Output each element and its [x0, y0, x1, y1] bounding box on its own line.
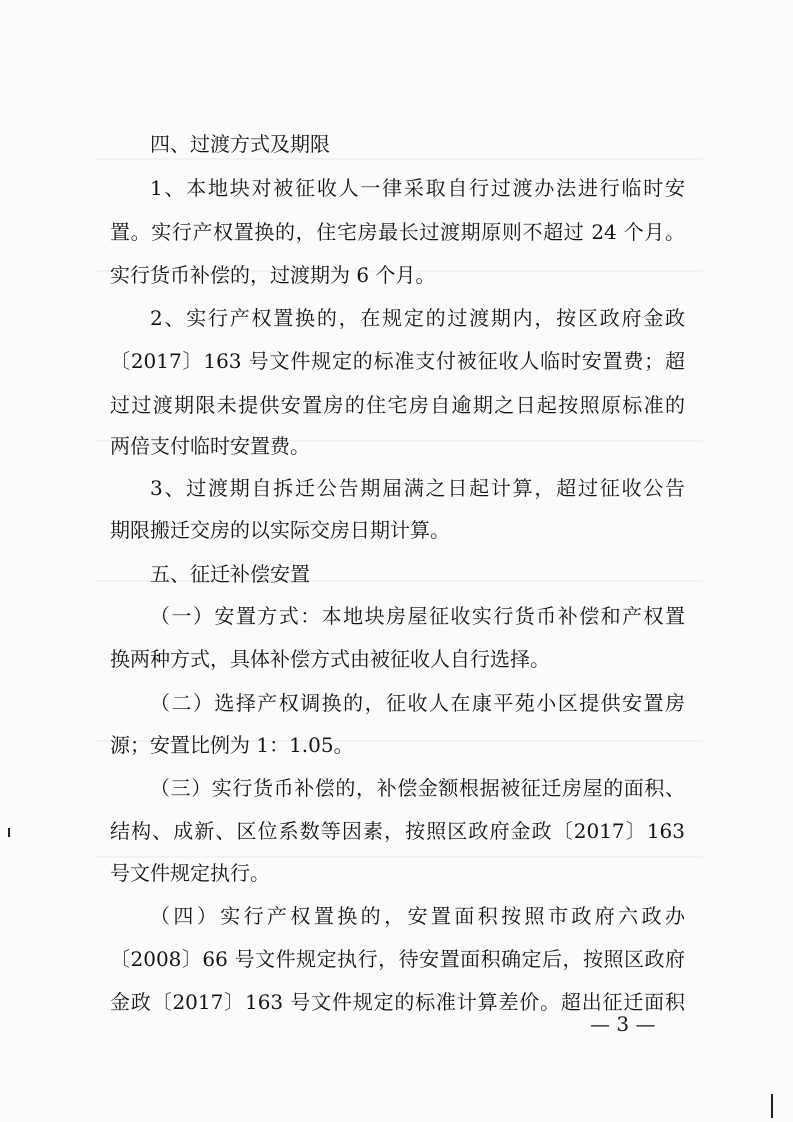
paragraph-line: 置。实行产权置换的，住宅房最长过渡期原则不超过 24 个月。 — [110, 220, 685, 244]
paragraph-line: 1、本地块对被征收人一律采取自行过渡办法进行临时安 — [150, 176, 685, 200]
bleed-through-line — [95, 856, 703, 858]
paragraph-line: 换两种方式，具体补偿方式由被征收人自行选择。 — [110, 647, 550, 671]
paragraph-line: 金政〔2017〕163 号文件规定的标准计算差价。超出征迁面积 — [110, 990, 685, 1014]
paragraph-line: 3、过渡期自拆迁公告期届满之日起计算，超过征收公告 — [150, 476, 685, 500]
bleed-through-line — [95, 158, 703, 160]
paragraph-line: 号文件规定执行。 — [110, 861, 270, 885]
paragraph-line: 源；安置比例为 1：1.05。 — [110, 733, 354, 757]
paragraph-line: 实行货币补偿的，过渡期为 6 个月。 — [110, 263, 436, 287]
paragraph-line: （三）实行货币补偿的，补偿金额根据被征迁房屋的面积、 — [150, 776, 685, 800]
paragraph-line: 期限搬迁交房的以实际交房日期计算。 — [110, 518, 450, 542]
page-number: — 3 — — [590, 1012, 656, 1036]
paragraph-line: （一）安置方式：本地块房屋征收实行货币补偿和产权置 — [150, 604, 685, 628]
paragraph-line: 〔2017〕163 号文件规定的标准支付被征收人临时安置费；超 — [110, 349, 685, 373]
paragraph-line: （四）实行产权置换的，安置面积按照市政府六政办 — [150, 904, 685, 928]
paragraph-line: 过过渡期限未提供安置房的住宅房自逾期之日起按照原标准的 — [110, 393, 685, 417]
section-heading: 五、征迁补偿安置 — [150, 562, 310, 586]
paragraph-line: 两倍支付临时安置费。 — [110, 434, 310, 458]
scan-mark — [771, 1094, 773, 1118]
paragraph-line: 2、实行产权置换的，在规定的过渡期内，按区政府金政 — [150, 306, 685, 330]
paragraph-line: 〔2008〕66 号文件规定执行，待安置面积确定后，按照区政府 — [110, 947, 685, 971]
paragraph-line: 结构、成新、区位系数等因素，按照区政府金政〔2017〕163 — [110, 819, 685, 843]
section-heading: 四、过渡方式及期限 — [150, 132, 330, 156]
scan-mark — [8, 828, 10, 837]
paragraph-line: （二）选择产权调换的，征收人在康平苑小区提供安置房 — [150, 691, 685, 715]
